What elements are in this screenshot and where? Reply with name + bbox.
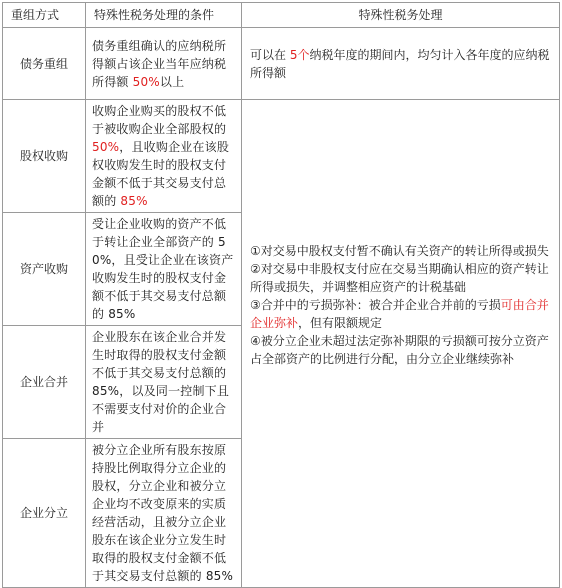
condition-cell [86, 213, 242, 326]
text-segment: ③合并中的亏损弥补：被合并企业合并前的亏损 [250, 298, 501, 312]
header-method: 重组方式 [3, 3, 86, 28]
method-cell: 债务重组 [3, 28, 86, 100]
treatment-cell [242, 28, 560, 100]
highlight-text: 5个 [289, 47, 310, 62]
shared-treatment-cell [242, 100, 560, 588]
treatment-item [250, 332, 553, 368]
text-segment: 以上 [159, 74, 185, 89]
header-treatment: 特殊性税务处理 [242, 3, 560, 28]
treatment-item [250, 242, 553, 260]
condition-cell [86, 326, 242, 439]
table-row [3, 100, 560, 213]
treatment-item [250, 260, 553, 296]
treatment-item [250, 296, 553, 332]
text-segment: ①对交易中股权支付暂不确认有关资产的转让所得或损失 [250, 244, 549, 258]
text-segment: ④被分立企业未超过法定弥补期限的亏损额可按分立资产占全部资产的比例进行分配，由分立企业继续弥补 [250, 334, 549, 366]
text-segment: 可以在 [250, 47, 290, 62]
text-segment: 债务重组确认的应纳税所得额占该企业当年应纳税所得额 [92, 38, 227, 89]
text-segment: 收购企业购买的股权不低于被收购企业全部股权的 [92, 104, 227, 136]
text-segment: 被分立企业所有股东按原持股比例取得分立企业的股权，分立企业和被分立企业均不改变原来的实质经营活动，且被分立企业股东在该企业分立发生时取得的股权支付金额不低于其交易支付总额的 85% [92, 443, 234, 583]
text-segment: ②对交易中非股权支付应在交易当期确认相应的资产转让所得或损失，并调整相应资产的计税基础 [250, 262, 549, 294]
text-segment: ，但有限额规定 [298, 316, 383, 330]
condition-cell [86, 100, 242, 213]
highlight-text: 50% [132, 74, 160, 89]
condition-cell [86, 28, 242, 100]
method-cell: 股权收购 [3, 100, 86, 213]
method-cell: 资产收购 [3, 213, 86, 326]
tax-treatment-table [2, 2, 560, 588]
table-row [3, 28, 560, 100]
table-header-row [3, 3, 560, 28]
highlight-text: 50% [92, 140, 120, 154]
condition-cell [86, 439, 242, 588]
text-segment: 企业股东在该企业合并发生时取得的股权支付金额不低于其交易支付总额的 85%，以及同一控制下且不需要支付对价的企业合并 [92, 330, 230, 434]
text-segment: 受让企业收购的资产不低于转让企业全部资产的 50%，且受让企业在该资产收购发生时的股权支付金额不低于其交易支付总额的 85% [92, 217, 234, 321]
highlight-text: 可由合并企业弥补 [250, 298, 549, 330]
text-segment: ，且收购企业在该股权收购发生时的股权支付金额不低于其交易支付总额的 [92, 140, 230, 208]
highlight-text: 85% [120, 194, 148, 208]
method-cell: 企业合并 [3, 326, 86, 439]
header-condition: 特殊性税务处理的条件 [86, 3, 242, 28]
method-cell: 企业分立 [3, 439, 86, 588]
text-segment: 纳税年度的期间内，均匀计入各年度的应纳税所得额 [250, 47, 550, 80]
